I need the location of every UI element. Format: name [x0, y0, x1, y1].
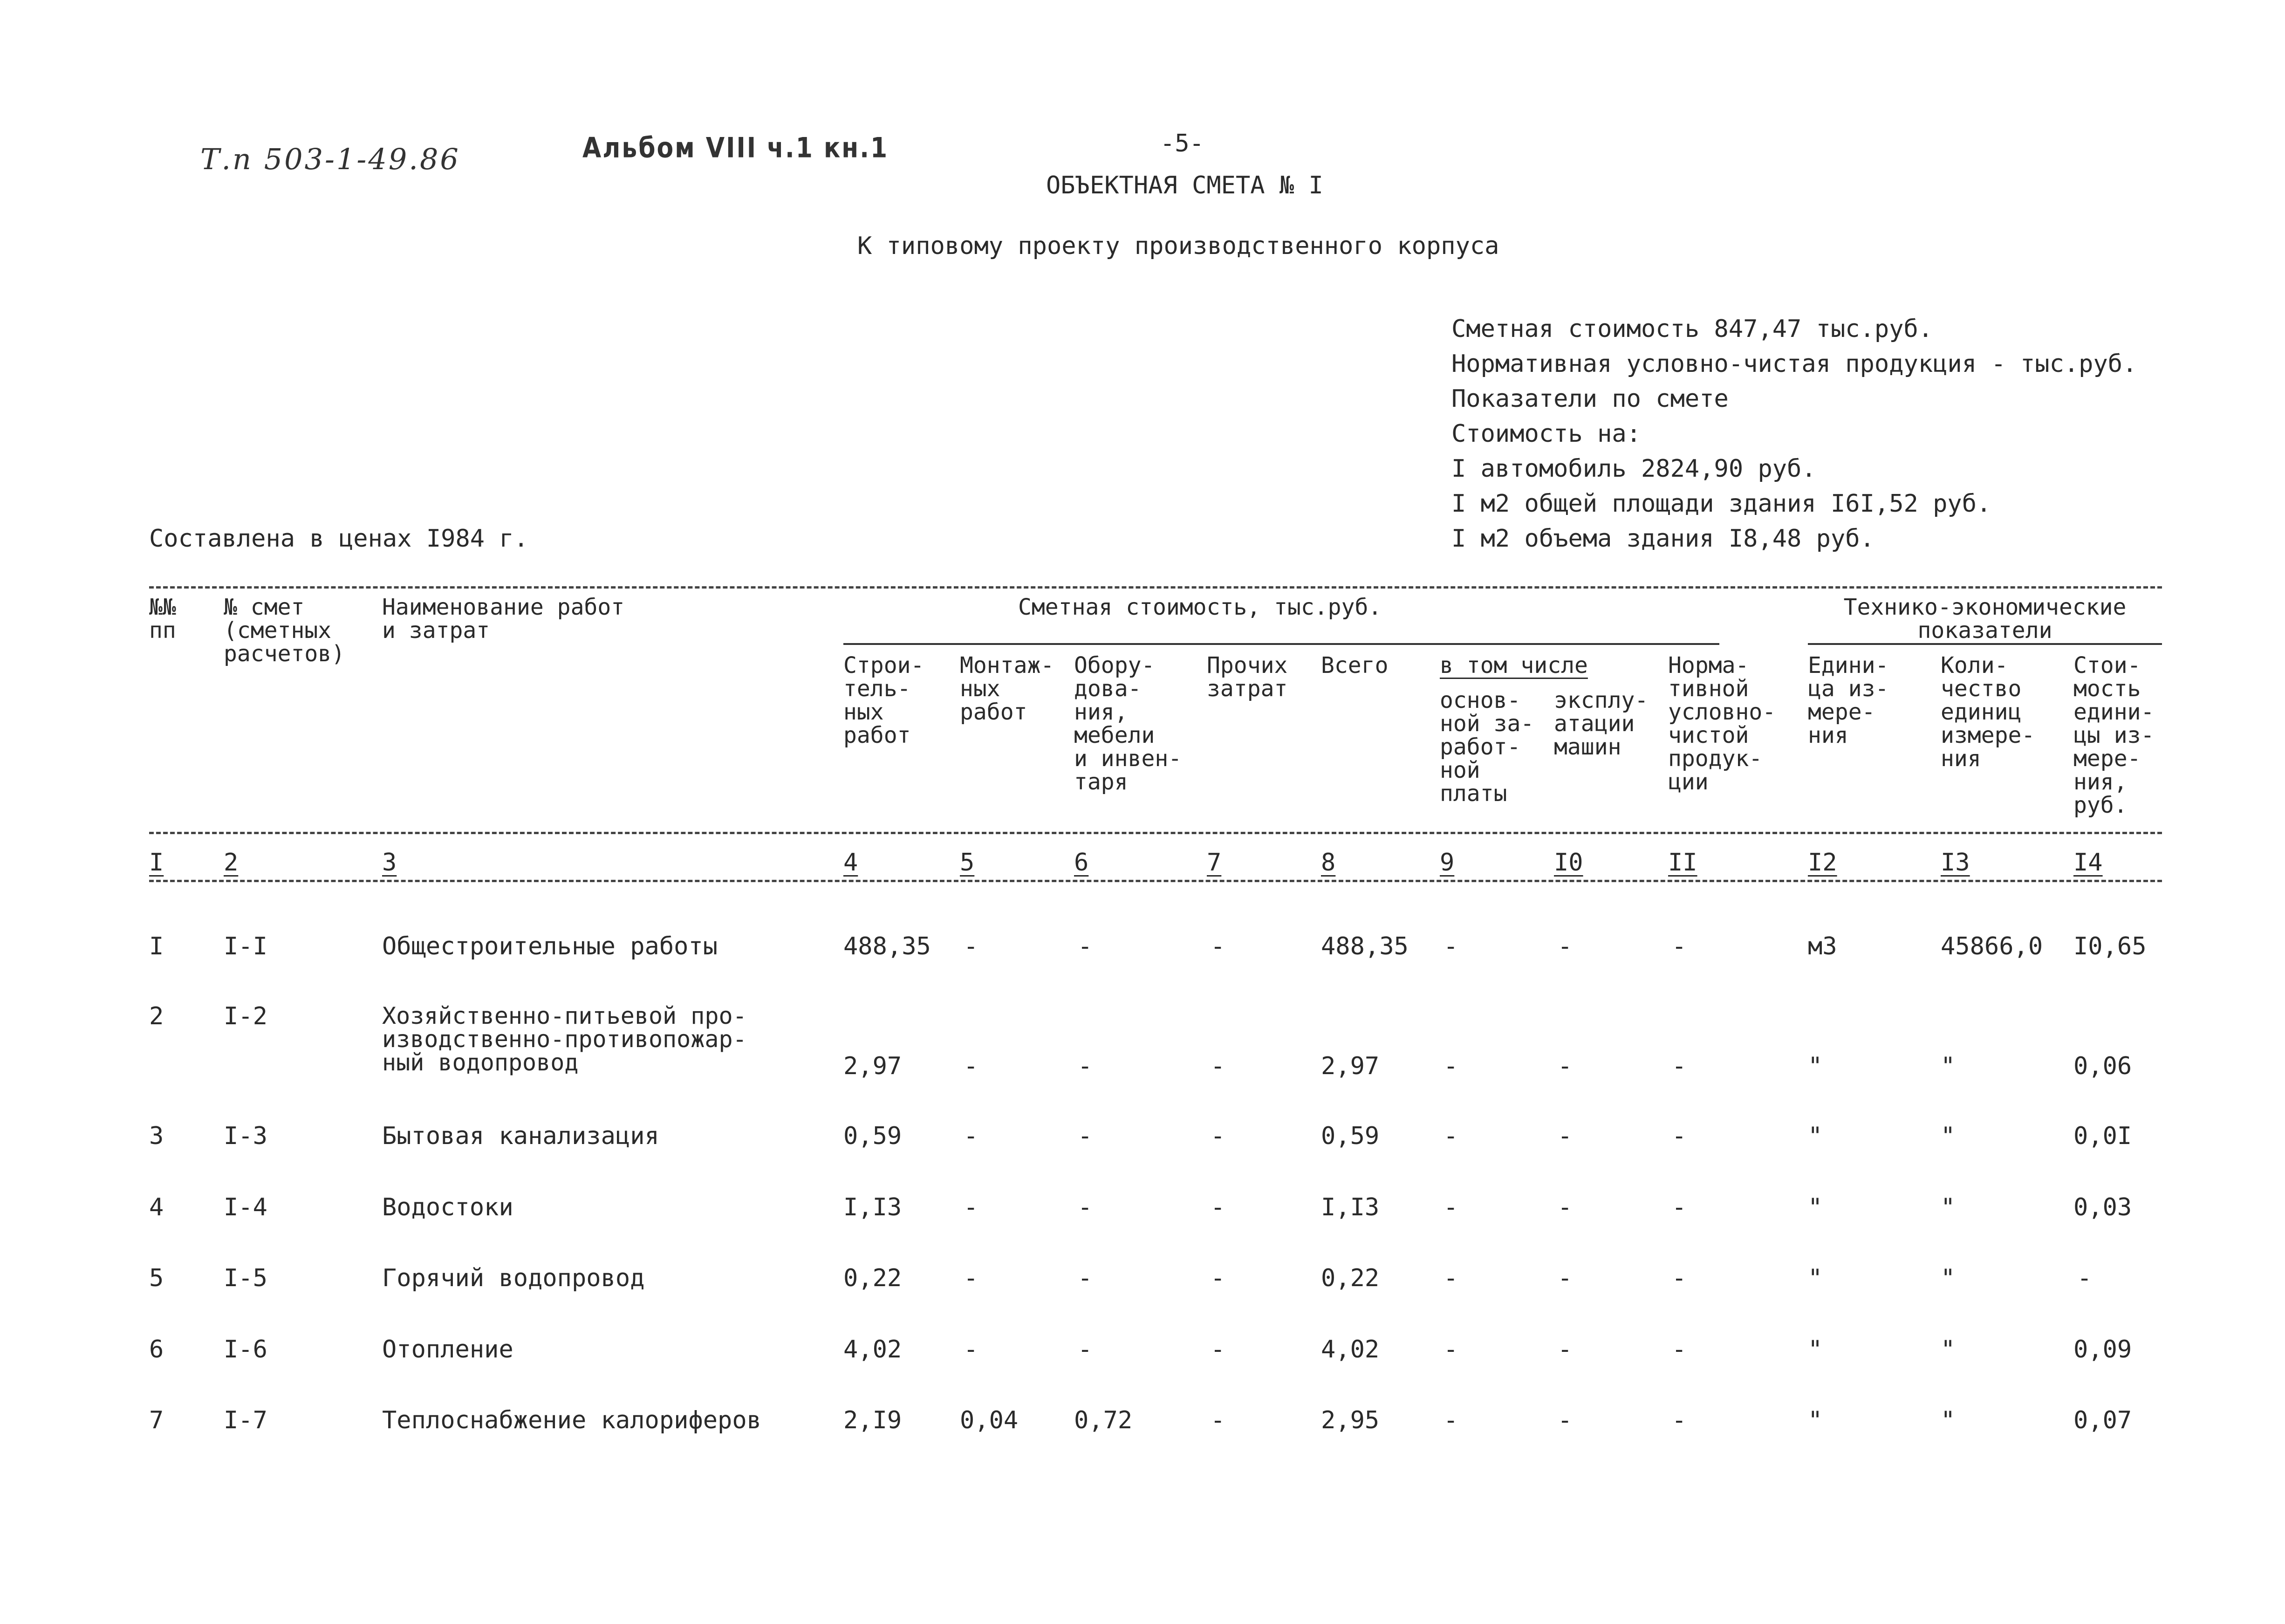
col-number: I2 [1808, 849, 1837, 877]
table-cell: 2 [149, 1002, 164, 1030]
table-cell: - [1078, 1052, 1093, 1080]
table-cell: I-6 [224, 1336, 267, 1364]
col-header-13: Коли- чество единиц измере- ния [1941, 652, 2035, 772]
table-cell: " [1808, 1406, 1823, 1434]
table-cell: - [1444, 1336, 1458, 1364]
table-cell: - [1078, 1122, 1093, 1150]
table-cell: - [1078, 932, 1093, 960]
table-cell: I-3 [224, 1122, 267, 1150]
table-cell: - [1558, 1406, 1573, 1434]
table-cell: - [1672, 1052, 1687, 1080]
table-cell: - [1558, 1336, 1573, 1364]
table-cell: 2,97 [843, 1052, 902, 1080]
table-cell: - [1211, 932, 1225, 960]
table-cell: - [964, 1193, 978, 1221]
table-cell: I [149, 932, 164, 960]
table-cell: - [1078, 1193, 1093, 1221]
col-header-10: эксплу- атации машин [1554, 687, 1649, 760]
table-cell: - [1444, 1052, 1458, 1080]
table-cell: - [1558, 1264, 1573, 1292]
table-cell: 0,09 [2073, 1336, 2132, 1364]
table-cell: 0,59 [843, 1122, 902, 1150]
table-top-rule [149, 586, 2162, 589]
page-number: -5- [1160, 130, 1204, 158]
table-cell: - [1444, 1406, 1458, 1434]
table-cell: " [1941, 1052, 1956, 1080]
table-cell: - [964, 1122, 978, 1150]
table-cell: " [1941, 1336, 1956, 1364]
col-number: 4 [843, 849, 858, 877]
table-cell: " [1808, 1193, 1823, 1221]
column-numbers-rule [149, 880, 2162, 882]
col-header-1: №№ пп [149, 594, 176, 644]
table-cell: - [1672, 1264, 1687, 1292]
table-cell: 0,06 [2073, 1052, 2132, 1080]
table-cell: " [1808, 1336, 1823, 1364]
table-cell: 2,I9 [843, 1406, 902, 1434]
table-cell: I-I [224, 932, 267, 960]
summary-per-car: I автомобиль 2824,90 руб. [1451, 455, 1816, 483]
table-cell: - [1672, 932, 1687, 960]
summary-estimated-cost: Сметная стоимость 847,47 тыс.руб. [1451, 315, 1933, 343]
table-cell: - [1672, 1193, 1687, 1221]
table-cell: м3 [1808, 932, 1837, 960]
table-cell: 488,35 [843, 932, 931, 960]
table-cell: - [1672, 1406, 1687, 1434]
col-number: II [1668, 849, 1697, 877]
table-cell: - [1444, 1122, 1458, 1150]
table-cell: " [1941, 1193, 1956, 1221]
col-number: I0 [1554, 849, 1583, 877]
table-cell: 6 [149, 1336, 164, 1364]
table-cell: " [1941, 1122, 1956, 1150]
prices-note: Составлена в ценах I984 г. [149, 525, 528, 553]
cost-group-rule [843, 643, 1719, 645]
table-cell: - [964, 932, 978, 960]
table-cell: I0,65 [2073, 932, 2147, 960]
col-header-6: Обору- дова- ния, мебели и инвен- таря [1074, 652, 1182, 795]
col-header-14: Стои- мость едини- цы из- мере- ния, руб. [2073, 652, 2155, 818]
table-cell: - [1211, 1406, 1225, 1434]
table-cell: 0,04 [960, 1406, 1019, 1434]
table-cell: Теплоснабжение калориферов [382, 1406, 761, 1434]
table-cell: I-5 [224, 1264, 267, 1292]
table-cell: Отопление [382, 1336, 513, 1364]
table-cell: 4 [149, 1193, 164, 1221]
table-cell: 3 [149, 1122, 164, 1150]
table-cell: 0,03 [2073, 1193, 2132, 1221]
table-cell: - [1211, 1122, 1225, 1150]
table-cell: 0,59 [1321, 1122, 1380, 1150]
table-cell: Горячий водопровод [382, 1264, 645, 1292]
table-cell: " [1808, 1052, 1823, 1080]
group-header-cost: Сметная стоимость, тыс.руб. [1018, 594, 1382, 620]
table-cell: - [1078, 1336, 1093, 1364]
col-header-5: Монтаж- ных работ [960, 652, 1054, 725]
table-cell: I-7 [224, 1406, 267, 1434]
summary-indicators: Показатели по смете [1451, 385, 1729, 413]
table-cell: Бытовая канализация [382, 1122, 659, 1150]
handwritten-doc-code: Т.п 503-1-49.86 [200, 142, 460, 176]
col-header-9: основ- ной за- работ- ной платы [1440, 687, 1534, 807]
col-number: 5 [960, 849, 975, 877]
col-number: I [149, 849, 164, 877]
table-cell: - [964, 1336, 978, 1364]
col-number: 3 [382, 849, 397, 877]
table-cell: 2,95 [1321, 1406, 1380, 1434]
table-cell: - [964, 1264, 978, 1292]
table-cell: - [1558, 1193, 1573, 1221]
summary-per-m2-volume: I м2 объема здания I8,48 руб. [1451, 525, 1875, 553]
col-header-8: Всего [1321, 652, 1389, 678]
table-cell: " [1808, 1122, 1823, 1150]
table-cell: - [1444, 932, 1458, 960]
col-header-2: № смет (сметных расчетов) [224, 594, 345, 667]
col-header-3: Наименование работ и затрат [382, 594, 625, 644]
header-bottom-rule [149, 832, 2162, 834]
table-cell: 45866,0 [1941, 932, 2043, 960]
group-header-indicators: Технико-экономические показатели [1843, 594, 2127, 644]
table-cell: - [1558, 932, 1573, 960]
col-header-7: Прочих затрат [1207, 652, 1288, 702]
col-number: I4 [2073, 849, 2103, 877]
table-cell: - [1444, 1264, 1458, 1292]
table-cell: 7 [149, 1406, 164, 1434]
table-cell: - [1078, 1264, 1093, 1292]
col-number: 7 [1207, 849, 1222, 877]
table-cell: Общестроительные работы [382, 932, 718, 960]
table-cell: I-4 [224, 1193, 267, 1221]
table-cell: - [1211, 1052, 1225, 1080]
col-number: 2 [224, 849, 239, 877]
document-title: ОБЪЕКТНАЯ СМЕТА № I [1046, 171, 1323, 199]
table-cell: 0,0I [2073, 1122, 2132, 1150]
table-cell: 4,02 [1321, 1336, 1380, 1364]
table-cell: - [2077, 1264, 2092, 1292]
table-cell: - [1211, 1336, 1225, 1364]
col-header-11: Норма- тивной условно- чистой продук- ции [1668, 652, 1776, 795]
col-number: I3 [1941, 849, 1970, 877]
table-cell: 0,22 [843, 1264, 902, 1292]
table-cell: - [1672, 1336, 1687, 1364]
table-cell: 0,22 [1321, 1264, 1380, 1292]
table-cell: I-2 [224, 1002, 267, 1030]
album-stamp: Альбом VIII ч.1 кн.1 [582, 132, 889, 164]
document-subtitle: К типовому проекту производственного корпуса [857, 232, 1499, 260]
table-cell: 488,35 [1321, 932, 1409, 960]
table-cell: - [1444, 1193, 1458, 1221]
summary-normative-product: Нормативная условно-чистая продукция - тыс.руб. [1451, 350, 2137, 378]
summary-per-m2-area: I м2 общей площади здания I6I,52 руб. [1451, 490, 1991, 518]
table-cell: 2,97 [1321, 1052, 1380, 1080]
table-cell: 4,02 [843, 1336, 902, 1364]
table-cell: " [1941, 1264, 1956, 1292]
col-header-4: Строи- тель- ных работ [843, 652, 924, 748]
col-header-12: Едини- ца из- мере- ния [1808, 652, 1889, 748]
table-cell: I,I3 [1321, 1193, 1380, 1221]
table-cell: - [964, 1052, 978, 1080]
table-cell: I,I3 [843, 1193, 902, 1221]
table-cell: - [1558, 1122, 1573, 1150]
table-cell: - [1211, 1193, 1225, 1221]
col-number: 9 [1440, 849, 1455, 877]
table-cell: Хозяйственно-питьевой про- изводственно-противопожар- ный водопровод [382, 1002, 747, 1076]
table-cell: Водостоки [382, 1193, 513, 1221]
table-cell: " [1808, 1264, 1823, 1292]
col-number: 6 [1074, 849, 1089, 877]
table-cell: 0,07 [2073, 1406, 2132, 1434]
col-number: 8 [1321, 849, 1336, 877]
summary-cost-per: Стоимость на: [1451, 420, 1641, 448]
table-cell: - [1558, 1052, 1573, 1080]
table-cell: - [1672, 1122, 1687, 1150]
table-cell: - [1211, 1264, 1225, 1292]
table-cell: " [1941, 1406, 1956, 1434]
table-cell: 0,72 [1074, 1406, 1133, 1434]
group-header-including: в том числе [1440, 652, 1588, 678]
table-cell: 5 [149, 1264, 164, 1292]
